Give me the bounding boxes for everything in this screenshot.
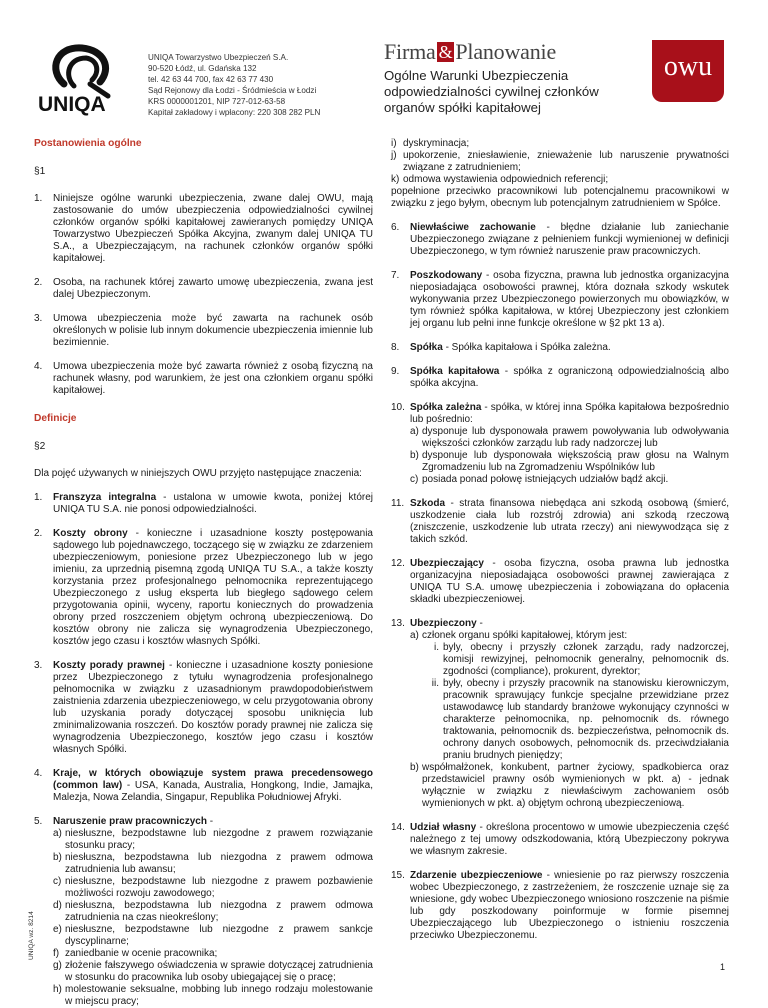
sub-item: k) odmowa wystawienia odpowiednich referencji; <box>391 174 609 185</box>
company-phone: tel. 42 63 44 700, fax 42 63 77 430 <box>148 75 274 84</box>
company-address: 90-520 Łódź, ul. Gdańska 132 <box>148 64 257 73</box>
continuation-text: popełnione przeciwko pracownikowi lub potencjalnemu pracownikowi w związku z jego byłym, obecnym lub potencjalnym zatrudnieniem w Spółce. <box>391 186 729 209</box>
definition-item: 11. Szkoda - strata finansowa niebędąca ani szkodą osobową (śmierć, uszkodzenie ciała lub rozstrój zdrowia) ani szkodą rzeczową (zniszczenie, uszkodzenie lub utrata rzeczy) ani niewywodząca się z takich szkód. <box>391 498 729 545</box>
definition-item: 3. Koszty porady prawnej - konieczne i uzasadnione koszty poniesione przez Ubezpieczonego z tytułu wynagrodzenia profesjonalnego pełnomocnika w związku z uzasadnionym prawdopodobieństwem zaistnienia zdarzenia ubezpieczeniowego, w celu przygotowania obrony lub uzyskania porady dotyczącej sposobu uniknięcia lub zminimalizowania roszczeń. Do kosztów porady prawnej nie zalicza się wynagrodzenia Ubezpieczonego, kosztów jego czasu i kosztów własnych Spółki. <box>34 660 373 755</box>
definition-item: 9. Spółka kapitałowa - spółka z ograniczoną odpowiedzialnością albo spółka akcyjna. <box>391 366 729 389</box>
right-column <box>391 138 729 954</box>
list-item: 1. Niniejsze ogólne warunki ubezpieczenia, zwane dalej OWU, mają zastosowanie do umów ubezpieczenia odpowiedzialności cywilnej członków organów spółki kapitałowej zawieranych pomiędzy UNIQA Towarzystwo Ubezpieczeń Spółka Akcyjna, zwanym dalej UNIQA TU S.A., a Ubezpieczającym, na rachunek członków organów spółki kapitałowej. <box>34 193 373 264</box>
company-krs: KRS 0000001201, NIP 727-012-63-58 <box>148 97 286 106</box>
document-title: Ogólne Warunki Ubezpieczenia odpowiedzialności cywilnej członków organów spółki kapitałowej <box>384 68 599 115</box>
section-heading-definitions: Definicje <box>34 413 77 424</box>
sub-item: a) niesłuszne, bezpodstawne lub niezgodne z prawem rozwiązanie stosunku pracy; <box>53 828 373 851</box>
uniqa-logo <box>34 40 132 114</box>
sub-item: c) posiada ponad połowę istniejących udziałów bądź akcji. <box>410 474 669 485</box>
page-number: 1 <box>720 962 726 972</box>
definition-item: 14. Udział własny - określona procentowo w umowie ubezpieczenia część należnego z tej umowy odszkodowania, którą Ubezpieczony pokrywa we własnym zakresie. <box>391 822 730 857</box>
sub-item: a) dysponuje lub dysponowała prawem powoływania lub odwoływania większości członków zarządu lub rady nadzorczej lub <box>410 426 729 449</box>
sub-item: c) niesłuszne, bezpodstawne lub niezgodne z prawem pozbawienie możliwości rozwoju zawodowego; <box>53 876 373 899</box>
paragraph-mark-2: §2 <box>34 441 46 452</box>
definition-item: 13. Ubezpieczony - a) członek organu spółki kapitałowej, którym jest: i. byly, obecny i przyszły członek zarządu, rady nadzorczej, komisji rewizyjnej, pełnomocnik generalny, pełnomocnik ds. zgodności (compliance), prokurent, dyrektor; ii. były, obecny i przyszły pracownik na stanowisku kierowniczym, pracownik sprawujący funkcje specjalne przewidziane przez ustawodawcę lub standardy branżowe wykonujący czynności w charakterze pełnomocnika, np. pełnomocnik ds. równego traktowania, pełnomocnik ds. bezpieczeństwa, pełnomocnik ds. ochrony danych osobowych, pełnomocnik ds. przeciwdziałania praniu brudnych pieniędzy; b) współmałżonek, konkubent, partner życiowy, spadkobierca oraz przedstawiciel prawny osób wymienionych w pkt. a) - jednak wyłącznie w związku z niewłaściwym zachowaniem osób wymienionych w pkt. a) objętym ochroną ubezpieczeniową. <box>391 618 729 809</box>
company-name: UNIQA Towarzystwo Ubezpieczeń S.A. <box>148 53 289 62</box>
definition-item: 7. Poszkodowany - osoba fizyczna, prawna lub jednostka organizacyjna nieposiadająca osobowości prawnej, która doznała szkody wskutek wykonywania przez Ubezpieczonego powierzonych mu obowiązków, w tym również spółka kapitałowa, w której Ubezpieczony jest członkiem jej organu lub pełni inne funkcje określone w §2 pkt 13 a). <box>391 270 729 329</box>
logo-wordmark: UNIQA <box>38 93 106 116</box>
definition-item: 4. Kraje, w których obowiązuje system prawa precedensowego (common law) - USA, Kanada, Australia, Hongkong, Indie, Jamajka, Malezja, Nowa Zelandia, Singapur, Republika Południowej Afryki. <box>34 768 373 803</box>
sub-item: a) członek organu spółki kapitałowej, którym jest: <box>410 630 628 641</box>
sub-item: f) zaniedbanie w ocenie pracownika; <box>53 948 218 959</box>
owu-badge: owu <box>652 40 724 102</box>
company-capital: Kapitał zakładowy i wpłacony: 220 308 282 PLN <box>148 108 321 117</box>
section-heading-general: Postanowienia ogólne <box>34 138 142 149</box>
definition-item: 15. Zdarzenie ubezpieczeniowe - wniesienie po raz pierwszy roszczenia wobec Ubezpieczonego, z zastrzeżeniem, że roszczenie uznaje się za wniesione, gdy wobec Ubezpieczonego wniosiono roszczenie na piśmie lub gdy poszkodowany poinformuje w formie pisemnej Ubezpieczającego lub Ubezpieczonego o istnieniu roszczenia przeciwko Ubezpieczonemu. <box>391 870 729 941</box>
paragraph-mark-1: §1 <box>34 166 46 177</box>
definition-item: 5. Naruszenie praw pracowniczych - a) niesłuszne, bezpodstawne lub niezgodne z prawem rozwiązanie stosunku pracy; b) niesłuszna, bezpodstawna lub niezgodna z prawem odmowa zatrudnienia lub awansu; c) niesłuszne, bezpodstawne lub niezgodne z prawem pozbawienie możliwości rozwoju zawodowego; d) niesłuszna, bezpodstawna lub niezgodna z prawem odmowa zatrudnienia na czas nieokreślony; e) niesłuszne, bezpodstawne lub niezgodne z prawem sankcje dyscyplinarne; f) zaniedbanie w ocenie pracownika; g) złożenie fałszywego oświadczenia w sprawie dotyczącej zatrudnienia w stosunku do pracownika lub osoby ubiegającej się o pracę; h) molestowanie seksualne, mobbing lub innego rodzaju molestowanie w miejscu pracy; <box>34 816 373 1007</box>
definition-item: 12. Ubezpieczający - osoba fizyczna, osoba prawna lub jednostka organizacyjna nieposiadająca osobowości prawnej zawierająca z UNIQA TU S.A. umowę ubezpieczenia i zobowiązana do opłacenia składki ubezpieczeniowej. <box>391 558 729 605</box>
left-column <box>34 138 373 1008</box>
form-code: UNIQA wz. 8214 <box>28 911 35 960</box>
sub-item: d) niesłuszna, bezpodstawna lub niezgodna z prawem odmowa zatrudnienia na czas nieokreślony; <box>53 900 373 923</box>
list-item: 3. Umowa ubezpieczenia może być zawarta na rachunek osób określonych w polisie lub innym dokumencie ubezpieczenia imiennie lub bezimiennie. <box>34 313 373 348</box>
definition-item: 2. Koszty obrony - konieczne i uzasadnione koszty postępowania sądowego lub pojednawczego, toczącego się w związku ze zdarzeniem ubezpieczeniowym, poniesione przez Ubezpieczonego lub w jego imieniu, za uprzednią pisemną zgodą UNIQA TU S.A., a także koszty korzystania przez profesjonalnego pełnomocnika reprezentującego Ubezpieczonego z usług eksperta lub biegłego sądowego celem przygotowania opinii, wyceny, raportu koniecznych do prowadzenia obrony przed roszczeniem objętym ochroną ubezpieczeniową. Do kosztów obrony nie zalicza się wynagrodzenia Ubezpieczonego, kosztów jego czasu i kosztów własnych Spółki. <box>34 528 373 647</box>
sub-item: b) współmałżonek, konkubent, partner życiowy, spadkobierca oraz przedstawiciel prawny osób wymienionych w pkt. a) - jednak wyłącznie w związku z niewłaściwym zachowaniem osób wymienionych w pkt. a) objętym ochroną ubezpieczeniową. <box>410 762 729 809</box>
definitions-intro: Dla pojęć używanych w niniejszych OWU przyjęto następujące znaczenia: <box>34 468 362 479</box>
list-item: 4. Umowa ubezpieczenia może być zawarta również z osobą fizyczną na rachunek własny, pod warunkiem, że jest ona członkiem organu spółki kapitałowej. <box>34 361 373 396</box>
sub-item: j) upokorzenie, zniesławienie, znieważenie lub naruszenie prywatności związane z zatrudnieniem; <box>391 150 729 173</box>
sub-item: e) niesłuszne, bezpodstawne lub niezgodne z prawem sankcje dyscyplinarne; <box>53 924 373 947</box>
definition-item: 10. Spółka zależna - spółka, w której inna Spółka kapitałowa bezpośrednio lub pośrednio: a) dysponuje lub dysponowała prawem powoływania lub odwoływania większości członków zarządu lub rady nadzorczej lub b) dysponuje lub dysponowała większością praw głosu na Walnym Zgromadzeniu lub na Zgromadzeniu Wspólników lub c) posiada ponad połowę istniejących udziałów bądź akcji. <box>391 402 730 485</box>
list-item: 2. Osoba, na rachunek której zawarto umowę ubezpieczenia, zwana jest dalej Ubezpieczonym. <box>34 277 373 300</box>
sub-item: i) dyskryminacja; <box>391 138 470 149</box>
sub-item: b) niesłuszna, bezpodstawna lub niezgodna z prawem odmowa zatrudnienia lub awansu; <box>53 852 373 875</box>
brand-right: Planowanie <box>455 39 557 64</box>
company-details <box>148 52 320 118</box>
sub-item: g) złożenie fałszywego oświadczenia w sprawie dotyczącej zatrudnienia w stosunku do pracownika lub osoby ubiegającej się o pracę; <box>53 960 373 983</box>
sub-item: b) dysponuje lub dysponowała większością praw głosu na Walnym Zgromadzeniu lub na Zgromadzeniu Wspólników lub <box>410 450 729 473</box>
sub-item: h) molestowanie seksualne, mobbing lub innego rodzaju molestowanie w miejscu pracy; <box>53 984 373 1007</box>
brand-left: Firma <box>384 39 436 64</box>
definition-item: 8. Spółka - Spółka kapitałowa i Spółka zależna. <box>391 342 611 353</box>
definition-item: 6. Niewłaściwe zachowanie - błędne działanie lub zaniechanie Ubezpieczonego związane z pełnieniem funkcji wymienionej w definicji Ubezpieczonego, w tym również naruszenie praw pracowniczych. <box>391 222 729 257</box>
sub-sub-item: i. byly, obecny i przyszły członek zarządu, rady nadzorczej, komisji rewizyjnej, pełnomocnik generalny, pełnomocnik ds. zgodności (compliance), prokurent, dyrektor; <box>434 642 729 677</box>
brand-amp: & <box>438 42 453 62</box>
sub-sub-item: ii. były, obecny i przyszły pracownik na stanowisku kierowniczym, pracownik sprawujący funkcje specjalne przewidziane przez ustawodawcę lub standardy branżowe wykonujący czynności w charakterze pełnomocnika, np. pełnomocnik ds. równego traktowania, pełnomocnik ds. bezpieczeństwa, pełnomocnik ds. ochrony danych osobowych, pełnomocnik ds. przeciwdziałania praniu brudnych pieniędzy; <box>431 678 729 761</box>
company-court: Sąd Rejonowy dla Łodzi - Śródmieścia w Łodzi <box>148 86 317 95</box>
definition-item: 1. Franszyza integralna - ustalona w umowie kwota, poniżej której UNIQA TU S.A. nie ponosi odpowiedzialności. <box>34 492 374 515</box>
brand-firma-planowanie <box>384 39 556 65</box>
uniqa-logo-mark <box>34 40 132 114</box>
